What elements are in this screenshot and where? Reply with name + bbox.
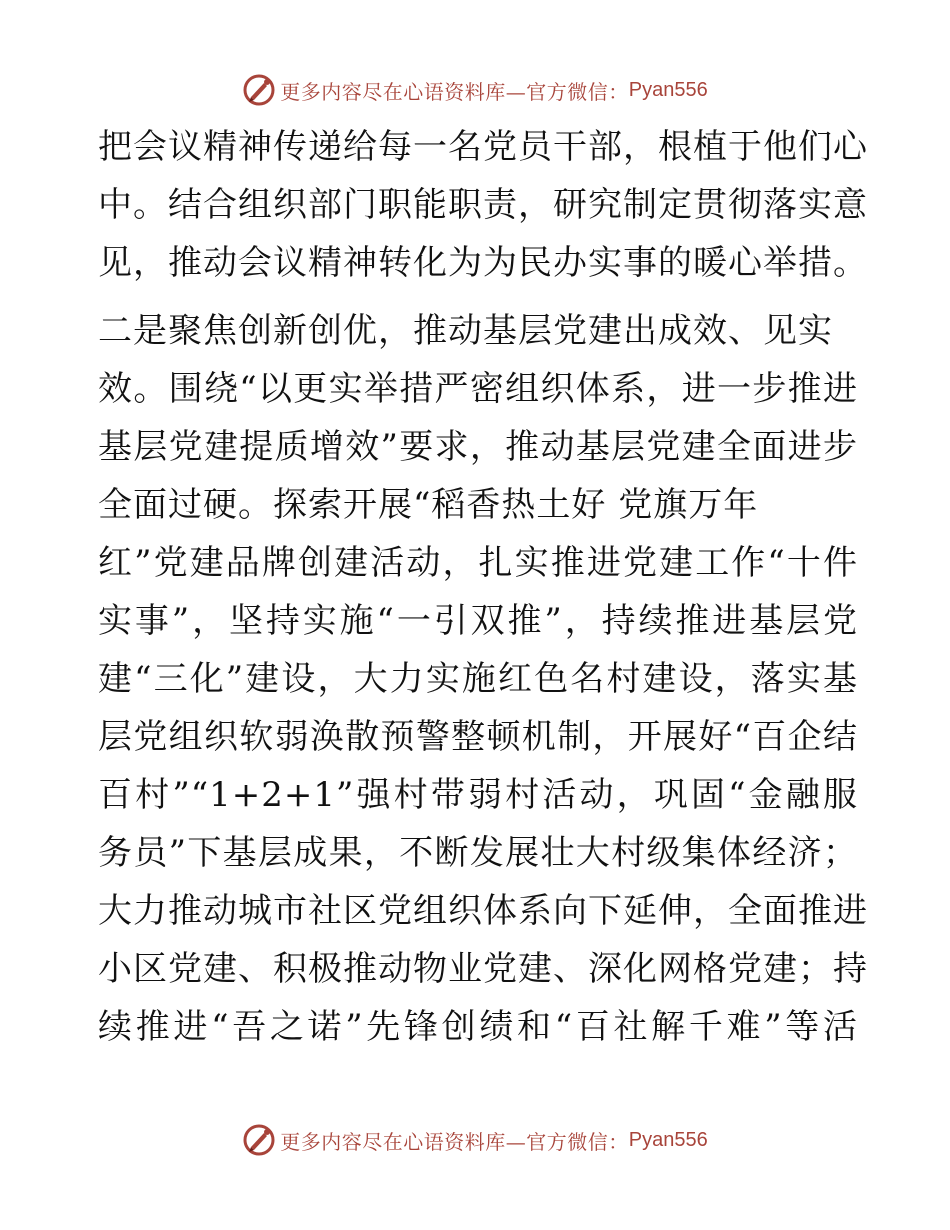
header-watermark: [0, 70, 950, 110]
watermark-id: Pyan556: [628, 1128, 708, 1151]
text-line: 百村”“1+2+1”强村带弱村活动，巩固“金融服: [98, 775, 858, 815]
pen-logo-icon: [242, 73, 276, 107]
text-line: 效。围绕“以更实举措严密组织体系，进一步推进: [98, 369, 858, 409]
watermark-id: Pyan556: [628, 78, 708, 101]
text-line: 实事”，坚持实施“一引双推”，持续推进基层党: [98, 601, 858, 641]
text-line: 见，推动会议精神转化为为民办实事的暖心举措。: [98, 243, 868, 283]
text-line: 小区党建、积极推动物业党建、深化网格党建；持: [98, 949, 868, 989]
footer-watermark: [0, 1120, 950, 1160]
watermark-text: 更多内容尽在心语资料库—官方微信：: [280, 79, 629, 104]
text-line: 二是聚焦创新创优，推动基层党建出成效、见实: [98, 311, 833, 351]
text-line: 续推进“吾之诺”先锋创绩和“百社解千难”等活: [98, 1007, 858, 1047]
text-line: 层党组织软弱涣散预警整顿机制，开展好“百企结: [98, 717, 858, 757]
text-line: 全面过硬。探索开展“稻香热土好 党旗万年: [98, 485, 759, 525]
document-body: [98, 118, 868, 1056]
text-line: 红”党建品牌创建活动，扎实推进党建工作“十件: [98, 543, 858, 583]
text-line: 务员”下基层成果，不断发展壮大村级集体经济；: [98, 833, 858, 873]
text-line: 建“三化”建设，大力实施红色名村建设，落实基: [98, 659, 858, 699]
text-line: 基层党建提质增效”要求，推动基层党建全面进步: [98, 427, 858, 467]
text-line: 中。结合组织部门职能职责，研究制定贯彻落实意: [98, 185, 868, 225]
text-line: 大力推动城市社区党组织体系向下延伸，全面推进: [98, 891, 868, 931]
pen-logo-icon: [242, 1123, 276, 1157]
watermark-text: 更多内容尽在心语资料库—官方微信：: [280, 1129, 629, 1154]
text-line: 把会议精神传递给每一名党员干部，根植于他们心: [98, 127, 868, 167]
